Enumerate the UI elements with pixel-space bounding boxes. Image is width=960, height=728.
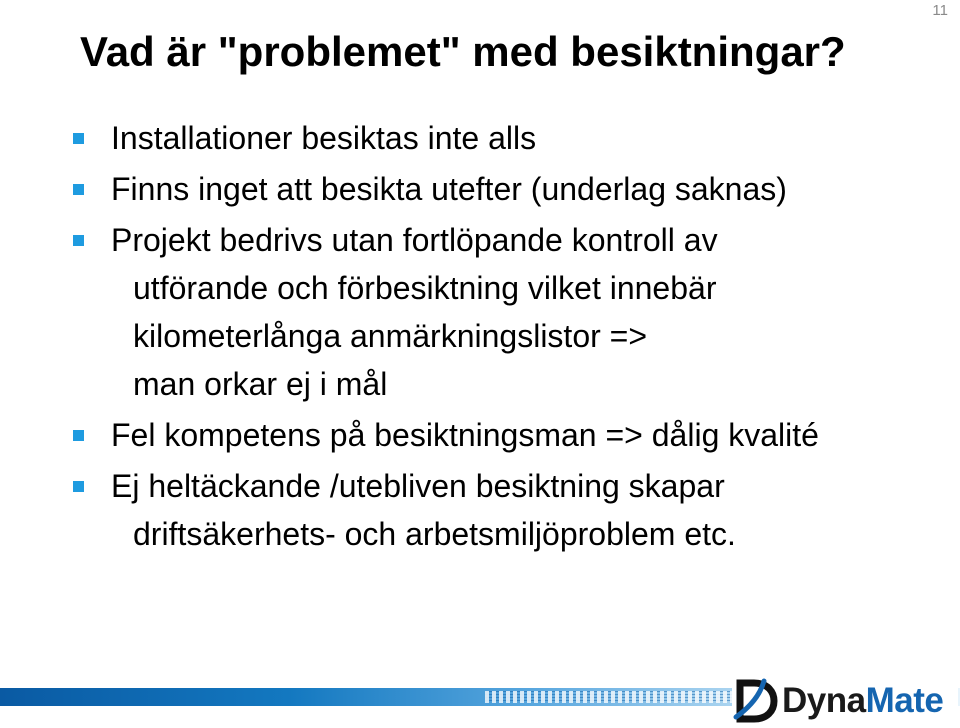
- logo-word-blue: Mate: [865, 681, 944, 720]
- bullet-line: man orkar ej i mål: [133, 366, 388, 402]
- square-bullet-icon: [73, 184, 84, 195]
- bullet-item: [72, 165, 952, 213]
- bullet-line: Installationer besiktas inte alls: [111, 120, 537, 156]
- bullet-line: utförande och förbesiktning vilket innebär: [133, 270, 717, 306]
- bullet-item: [72, 114, 952, 162]
- bullet-text: [111, 216, 952, 408]
- bullet-text: [111, 411, 952, 459]
- bullet-item: [72, 216, 952, 408]
- bullet-text: [111, 114, 952, 162]
- logo-wordmark: [782, 681, 943, 721]
- bullet-line: Fel kompetens på besiktningsman => dålig kvalité: [111, 417, 819, 453]
- bullet-line: driftsäkerhets- och arbetsmiljöproblem etc.: [133, 516, 736, 552]
- bullet-line: Projekt bedrivs utan fortlöpande kontroll av: [111, 222, 718, 258]
- square-bullet-icon: [73, 133, 84, 144]
- bullet-line: Finns inget att besikta utefter (underlag saknas): [111, 171, 787, 207]
- slide-title: Vad är "problemet" med besiktningar?: [80, 28, 846, 75]
- bullet-line: Ej heltäckande /utebliven besiktning skapar: [111, 468, 725, 504]
- dynamate-mark-icon: [732, 677, 778, 725]
- bullet-line: kilometerlånga anmärkningslistor =>: [133, 318, 648, 354]
- bullet-list: [72, 114, 952, 561]
- dynamate-logo: [732, 676, 958, 726]
- square-bullet-icon: [73, 481, 84, 492]
- square-bullet-icon: [73, 430, 84, 441]
- footer-pattern: [485, 691, 735, 703]
- page-number: 11: [932, 2, 948, 19]
- bullet-item: [72, 411, 952, 459]
- square-bullet-icon: [73, 235, 84, 246]
- bullet-item: [72, 462, 952, 558]
- logo-word-dark: Dyna: [782, 681, 866, 720]
- bullet-text: [111, 165, 952, 213]
- bullet-text: [111, 462, 952, 558]
